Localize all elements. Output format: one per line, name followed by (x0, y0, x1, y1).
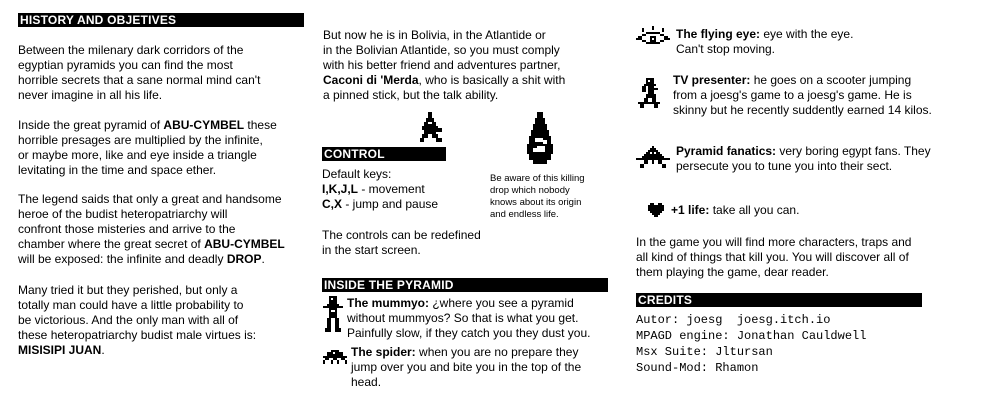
default-keys-label: Default keys: (322, 167, 392, 181)
control-heading: CONTROL (322, 147, 446, 161)
flying-eye-description: The flying eye: eye with the eye. Can't stop moving. (676, 27, 854, 56)
keys-jump-pause: C,X - jump and pause (322, 197, 439, 211)
history-paragraph-4: Many tried it but they perished, but only a totally man could have a little probability to be victorious. And the only man with all of these heteropatriarchy budist male virtues is: MISISIPI JUAN. (18, 283, 257, 357)
bolivia-paragraph: But now he is in Bolivia, in the Atlantide or in the Bolivian Atlantide, so you must comply with his better friend and adventures partner, Caconi di 'Merda, who is basically a shit with a pinned stick, but the talk ability. (323, 28, 566, 102)
caconi-sprite-icon (418, 112, 448, 144)
tv-presenter-description: TV presenter: he goes on a scooter jumping from a joesg's game to a joesg's game. He is skinny but he recently suddently earned 14 kilos. (673, 73, 932, 117)
spider-description: The spider: when you are no prepare they jump over you and bite you in the top of the head. (351, 345, 582, 389)
tv-presenter-sprite-icon (638, 78, 660, 110)
mummy-sprite-icon (323, 296, 343, 332)
controls-redefine-note: The controls can be redefined in the start screen. (322, 228, 481, 257)
pyramid-fanatics-description: Pyramid fanatics: very boring egypt fans. They persecute you to tune you into their sect. (676, 144, 931, 173)
history-paragraph-3: The legend saids that only a great and handsome heroe of the budist heteropatriarchy will confront those misteries and arrive to the chamber where the great secret of ABU-CYMBEL will be exposed: the infinite and deadly DROP. (18, 192, 285, 266)
flying-eye-sprite-icon (636, 26, 670, 50)
drop-sprite-icon (523, 112, 557, 168)
spider-sprite-icon (323, 350, 347, 364)
extra-life-description: +1 life: take all you can. (671, 203, 800, 217)
history-paragraph-1: Between the milenary dark corridors of the egyptian pyramids you can find the most horrible secrets that a sane normal mind can't never imagine in all his life. (18, 43, 261, 102)
history-paragraph-2: Inside the great pyramid of ABU-CYMBEL these horrible presages are multiplied by the infinite, or maybe more, like and eye inside a triangle levitating in the time and space ether. (18, 118, 277, 177)
credits-line-autor: Autor: joesg joesg.itch.io (636, 313, 831, 327)
mummy-description: The mummyo: ¿where you see a pyramid without mummyos? So that is what you get. Painfully slow, if they catch you they dust you. (347, 296, 591, 340)
credits-heading: CREDITS (636, 293, 922, 307)
credits-line-sound-mod: Sound-Mod: Rhamon (636, 361, 759, 375)
drop-caption: Be aware of this killing drop which nobody knows about its origin and endless life. (490, 173, 585, 220)
heart-life-icon (648, 203, 664, 217)
pyramid-fanatic-sprite-icon (636, 146, 670, 168)
pyramid-heading: INSIDE THE PYRAMID (322, 278, 608, 292)
credits-line-engine: MPAGD engine: Jonathan Cauldwell (636, 329, 867, 343)
history-heading: HISTORY AND OBJETIVES (18, 13, 304, 27)
game-outro-paragraph: In the game you will find more characters, traps and all kind of things that kill you. You will discover all of them playing the game, dear reader. (636, 235, 912, 279)
keys-movement: I,K,J,L - movement (322, 182, 425, 196)
credits-line-msx-suite: Msx Suite: Jltursan (636, 345, 773, 359)
